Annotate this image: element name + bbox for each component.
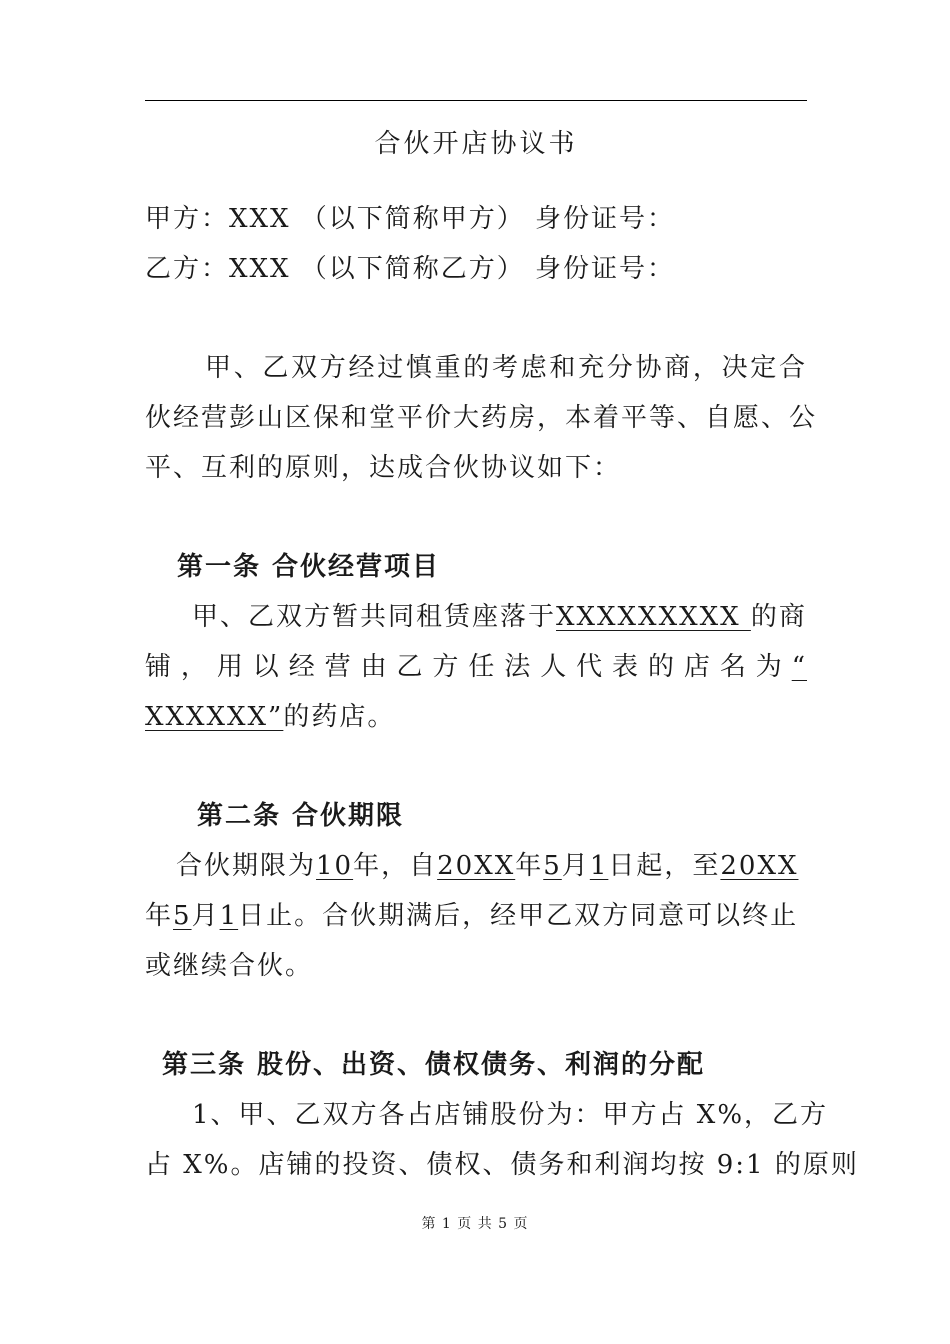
intro-line-3: 平、互利的原则，达成合伙协议如下： [145, 453, 622, 483]
article1-heading: 第一条 合伙经营项目 [177, 552, 441, 582]
article1-text: 的商 [750, 602, 807, 632]
term-years-field: 10 [316, 851, 354, 881]
article1-line-3 [145, 701, 807, 733]
page-footer: 第 1 页 共 5 页 [421, 1216, 529, 1232]
article1-line-1 [192, 601, 807, 633]
end-month-field: 5 [173, 901, 192, 931]
start-month-field: 5 [543, 851, 562, 881]
article2-line-1 [176, 850, 807, 882]
header-rule [145, 100, 807, 101]
start-day-field: 1 [589, 851, 609, 881]
shop-name-quote-open: “ [791, 652, 807, 682]
party-a-line: 甲方：XXX （以下简称甲方） 身份证号： [145, 204, 676, 234]
article3-line-2: 占 X%。店铺的投资、债权、债务和利润均按 9:1 的原则 [145, 1150, 859, 1180]
party-b-line: 乙方：XXX （以下简称乙方） 身份证号： [145, 254, 676, 284]
article1-text: 甲、乙双方暂共同租赁座落于 [192, 602, 557, 632]
article1-text: 的药店。 [283, 702, 396, 732]
article2-text: 年 [515, 851, 544, 881]
article2-line-2 [145, 900, 807, 932]
article3-line-1: 1、甲、乙双方各占店铺股份为：甲方占 X%，乙方 [192, 1100, 829, 1130]
article2-text: 合伙期限为 [176, 851, 317, 881]
article2-text: 月 [561, 851, 590, 881]
shop-name-field: XXXXXX” [145, 702, 284, 732]
article2-text: 年 [145, 901, 174, 931]
shop-address-field: XXXXXXXXX [556, 602, 751, 632]
article2-line-3: 或继续合伙。 [145, 951, 314, 981]
start-year-field: 20XX [437, 851, 516, 881]
intro-line-1: 甲、乙双方经过慎重的考虑和充分协商，决定合 [205, 353, 807, 383]
article1-line-2 [145, 651, 807, 683]
article2-text: 年，自 [353, 851, 438, 881]
end-year-field: 20XX [720, 851, 799, 881]
article2-text: 月 [191, 901, 220, 931]
intro-line-2: 伙经营彭山区保和堂平价大药房，本着平等、自愿、公 [145, 403, 818, 433]
article1-text: 铺，用以经营由乙方任法人代表的店名为 [145, 652, 792, 682]
end-day-field: 1 [219, 901, 239, 931]
article3-heading: 第三条 股份、出资、债权债务、利润的分配 [162, 1050, 706, 1080]
article2-text: 日止。合伙期满后，经甲乙双方同意可以终止 [238, 901, 799, 931]
article2-heading: 第二条 合伙期限 [197, 801, 405, 831]
article2-text: 日起，至 [608, 851, 721, 881]
document-title: 合伙开店协议书 [374, 129, 578, 159]
